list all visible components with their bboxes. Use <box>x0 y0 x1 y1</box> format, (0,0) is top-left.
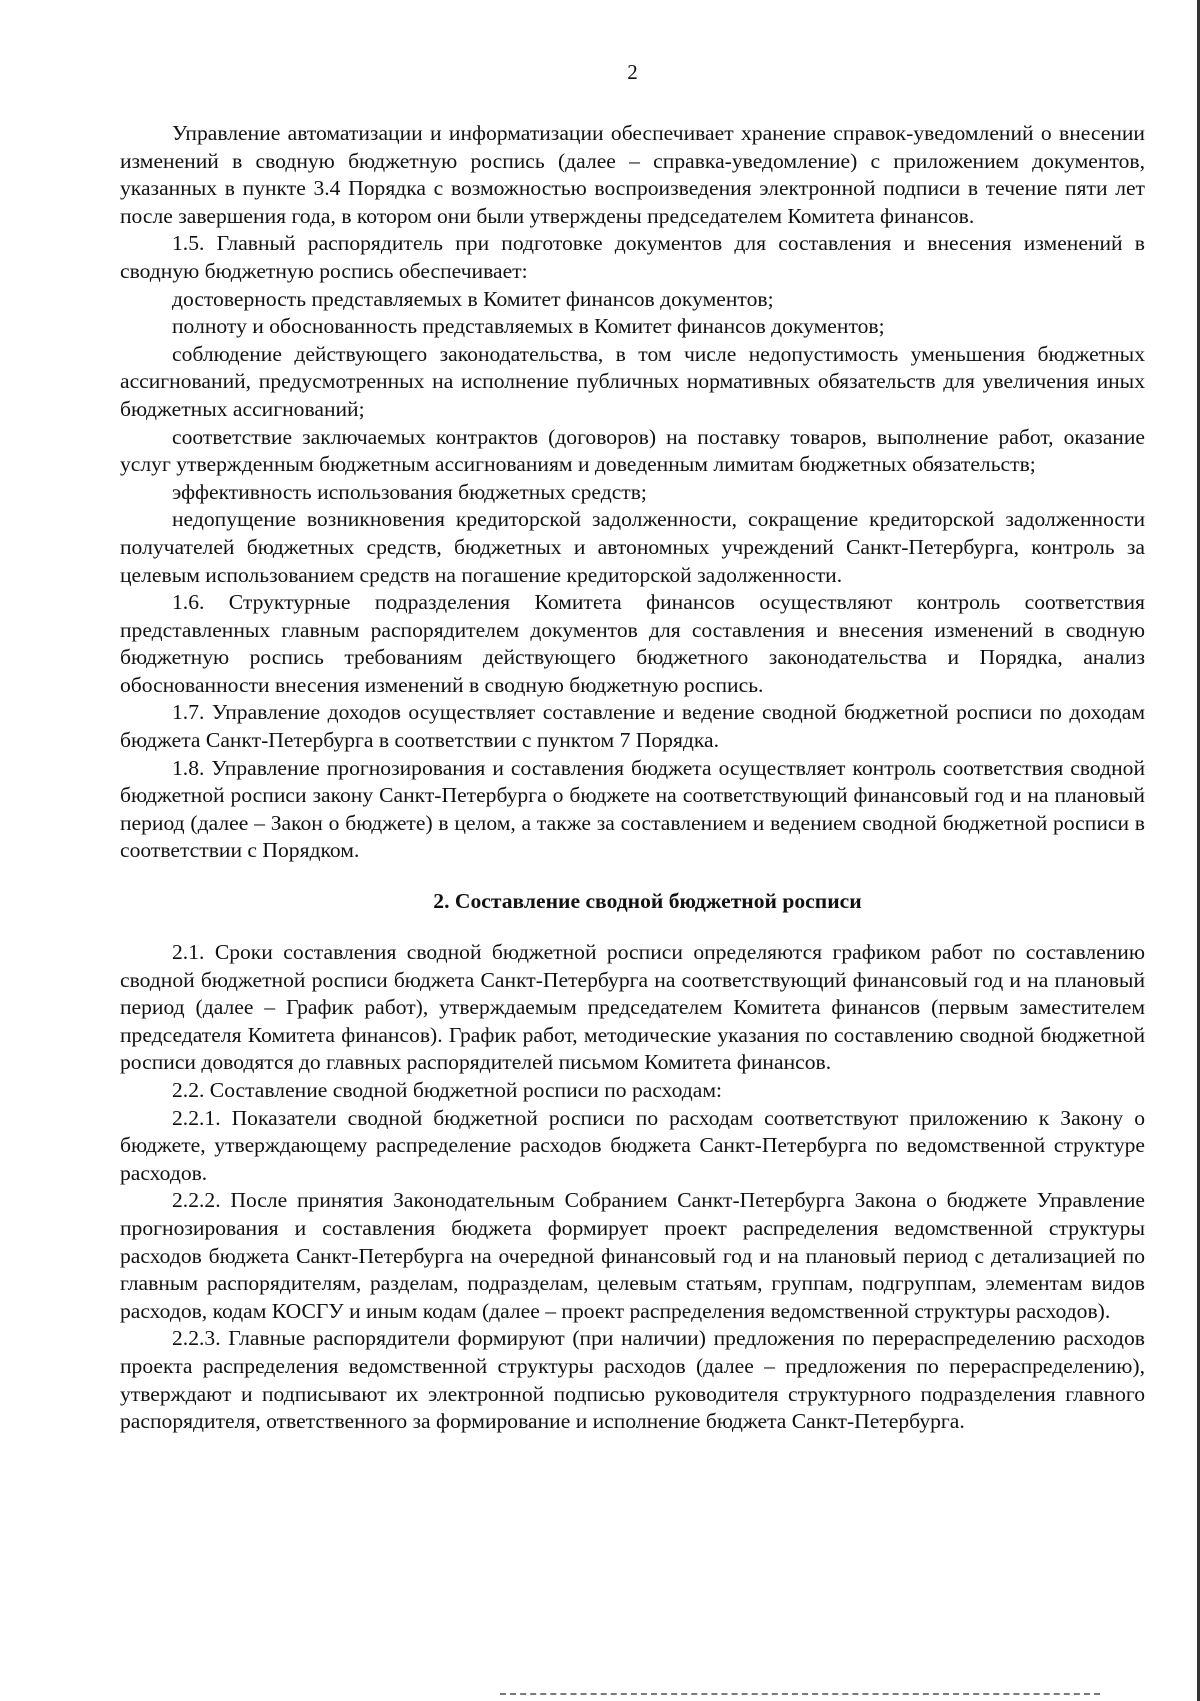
paragraph: Управление автоматизации и информатизации обеспечивает хранение справок-уведомлений о внесении изменений в сводную бюджетную роспись (далее – справка-уведомление) с приложением документов, указанных в пункте 3.4 Порядка с возможностью воспроизведения электронной подписи в течение пяти лет после завершения года, в котором они были утверждены председателем Комитета финансов. <box>120 121 1145 228</box>
paragraph: 2.2.1. Показатели сводной бюджетной росписи по расходам соответствуют приложению к Закону о бюджете, утверждающему распределение расходов бюджета Санкт-Петербурга по ведомственной структуре расходов. <box>120 1105 1145 1185</box>
paragraph: 2.2.2. После принятия Законодательным Собранием Санкт-Петербурга Закона о бюджете Управление прогнозирования и составления бюджета формирует проект распределения ведомственной структуры расходов бюджета Санкт-Петербурга на очередной финансовый год и на плановый период с детализацией по главным распорядителям, разделам, подразделам, целевым статьям, группам, подгруппам, элементам видов расходов, кодам КОСГУ и иным кодам (далее – проект распределения ведомственной структуры расходов). <box>120 1188 1145 1323</box>
list-item: соответствие заключаемых контрактов (договоров) на поставку товаров, выполнение работ, оказание услуг утвержденным бюджетным ассигнованиям и доведенным лимитам бюджетных обязательств; <box>120 424 1145 477</box>
paragraph: 1.6. Структурные подразделения Комитета финансов осуществляют контроль соответствия представленных главным распорядителем документов для составления и внесения изменений в сводную бюджетную роспись требованиям действующего бюджетного законодательства и Порядка, анализ обоснованности внесения изменений в сводную бюджетную роспись. <box>120 590 1145 697</box>
list-item: эффективность использования бюджетных средств; <box>172 479 647 504</box>
paragraph: 2.2. Составление сводной бюджетной росписи по расходам: <box>172 1078 723 1102</box>
list-item: соблюдение действующего законодательства, в том числе недопустимость уменьшения бюджетных ассигнований, предусмотренных на исполнение публичных нормативных обязательств для увеличения иных бюджетных ассигнований; <box>120 341 1145 421</box>
document-body <box>120 120 1145 1436</box>
list-item: достоверность представляемых в Комитет финансов документов; <box>172 286 774 311</box>
page-number: 2 <box>627 60 638 84</box>
paragraph: 2.2.3. Главные распорядители формируют (при наличии) предложения по перераспределению расходов проекта распределения ведомственной структуры расходов (далее – предложения по перераспределению), утверждают и подписывают их электронной подписью руководителя структурного подразделения главного распорядителя, ответственного за формирование и исполнение бюджета Санкт-Петербурга. <box>120 1326 1145 1434</box>
page-bottom-rule <box>500 1693 1100 1695</box>
paragraph: 1.7. Управление доходов осуществляет составление и ведение сводной бюджетной росписи по доходам бюджета Санкт-Петербурга в соответствии с пунктом 7 Порядка. <box>120 700 1145 753</box>
list-item: полноту и обоснованность представляемых в Комитет финансов документов; <box>172 314 885 339</box>
paragraph: 1.8. Управление прогнозирования и составления бюджета осуществляет контроль соответствия сводной бюджетной росписи закону Санкт-Петербурга о бюджете на соответствующий финансовый год и на плановый период (далее – Закон о бюджете) в целом, а также за составлением и ведением сводной бюджетной росписи в соответствии с Порядком. <box>120 755 1145 863</box>
section-heading: 2. Составление сводной бюджетной росписи <box>433 889 862 914</box>
paragraph: 2.1. Сроки составления сводной бюджетной росписи определяются графиком работ по составлению сводной бюджетной росписи бюджета Санкт-Петербурга на соответствующий финансовый год и на плановый период (далее – График работ), утверждаемым председателем Комитета финансов (первым заместителем председателя Комитета финансов). График работ, методические указания по составлению сводной бюджетной росписи доводятся до главных распорядителей письмом Комитета финансов. <box>120 940 1145 1075</box>
paragraph: 1.5. Главный распорядитель при подготовке документов для составления и внесения изменений в сводную бюджетную роспись обеспечивает: <box>120 231 1145 283</box>
list-item: недопущение возникновения кредиторской задолженности, сокращение кредиторской задолженности получателей бюджетных средств, бюджетных и автономных учреждений Санкт-Петербурга, контроль за целевым использованием средств на погашение кредиторской задолженности. <box>120 507 1145 587</box>
